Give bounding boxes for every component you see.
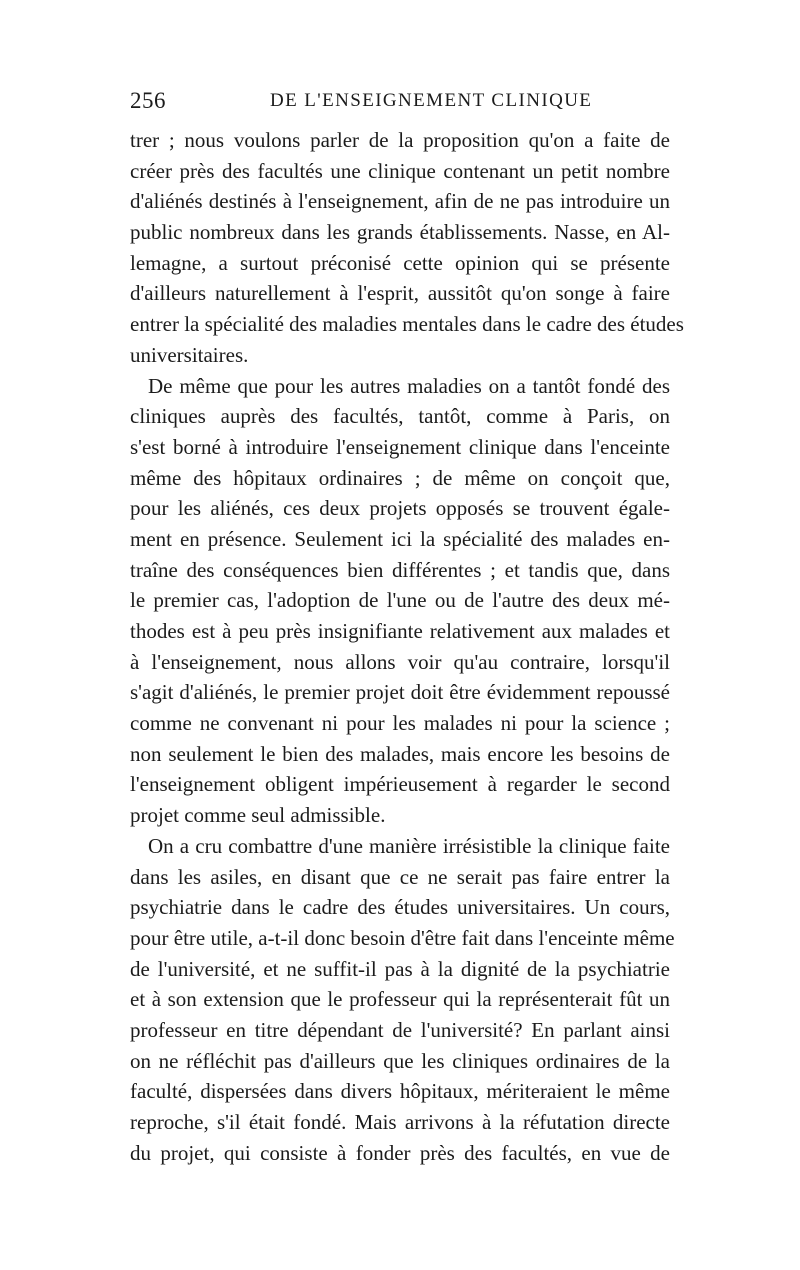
body-text — [130, 125, 684, 1168]
text-line: d'ailleurs naturellement à l'esprit, aussitôt qu'on songe à faire — [130, 281, 670, 306]
text-line: On a cru combattre d'une manière irrésistible la clinique faite — [148, 833, 670, 858]
text-line: universitaires. — [130, 342, 249, 367]
text-line: s'agit d'aliénés, le premier projet doit être évidemment repoussé — [130, 680, 670, 705]
text-line: faculté, dispersées dans divers hôpitaux, mériteraient le même — [130, 1079, 670, 1104]
text-line: public nombreux dans les grands établissements. Nasse, en Al- — [130, 220, 670, 245]
text-line: de l'université, et ne suffit-il pas à la dignité de la psychiatrie — [130, 956, 670, 981]
text-line: même des hôpitaux ordinaires ; de même on conçoit que, — [130, 465, 670, 490]
text-line: du projet, qui consiste à fonder près des facultés, en vue de — [130, 1140, 670, 1165]
text-line: trer ; nous voulons parler de la proposition qu'on a faite de — [130, 128, 670, 152]
text-line: lemagne, a surtout préconisé cette opinion qui se présente — [130, 250, 670, 275]
text-line: ment en présence. Seulement ici la spécialité des malades en- — [130, 526, 670, 551]
text-line: on ne réfléchit pas d'ailleurs que les cliniques ordinaires de la — [130, 1048, 670, 1073]
text-line: pour être utile, a-t-il donc besoin d'être fait dans l'enceinte même — [130, 925, 675, 950]
text-line: l'enseignement obligent impérieusement à regarder le second — [130, 772, 670, 797]
text-line: non seulement le bien des malades, mais encore les besoins de — [130, 741, 670, 766]
text-line: d'aliénés destinés à l'enseignement, afin de ne pas introduire un — [130, 189, 670, 214]
text-line: projet comme seul admissible. — [130, 803, 386, 828]
text-line: traîne des conséquences bien différentes ; et tandis que, dans — [130, 557, 670, 582]
page-number: 256 — [130, 88, 166, 113]
text-line: psychiatrie dans le cadre des études universitaires. Un cours, — [130, 895, 670, 920]
text-line: créer près des facultés une clinique contenant un petit nombre — [130, 158, 670, 183]
page-header — [130, 88, 670, 122]
text-line: et à son extension que le professeur qui la représenterait fût un — [130, 987, 670, 1012]
text-line: De même que pour les autres maladies on a tantôt fondé des — [148, 373, 670, 398]
running-head: DE L'ENSEIGNEMENT CLINIQUE — [270, 90, 593, 111]
text-line: cliniques auprès des facultés, tantôt, comme à Paris, on — [130, 404, 670, 429]
text-line: comme ne convenant ni pour les malades ni pour la science ; — [130, 711, 670, 736]
text-line: s'est borné à introduire l'enseignement clinique dans l'enceinte — [130, 434, 670, 459]
text-line: thodes est à peu près insignifiante relativement aux malades et — [130, 619, 670, 643]
text-line: le premier cas, l'adoption de l'une ou de l'autre des deux mé- — [130, 588, 670, 613]
text-line: dans les asiles, en disant que ce ne serait pas faire entrer la — [130, 864, 670, 889]
text-line: entrer la spécialité des maladies mentales dans le cadre des études — [130, 312, 684, 337]
text-line: pour les aliénés, ces deux projets opposés se trouvent égale- — [130, 496, 670, 521]
text-line: reproche, s'il était fondé. Mais arrivons à la réfutation directe — [130, 1110, 670, 1134]
text-line: à l'enseignement, nous allons voir qu'au contraire, lorsqu'il — [130, 649, 670, 674]
text-line: professeur en titre dépendant de l'université? En parlant ainsi — [130, 1017, 670, 1042]
